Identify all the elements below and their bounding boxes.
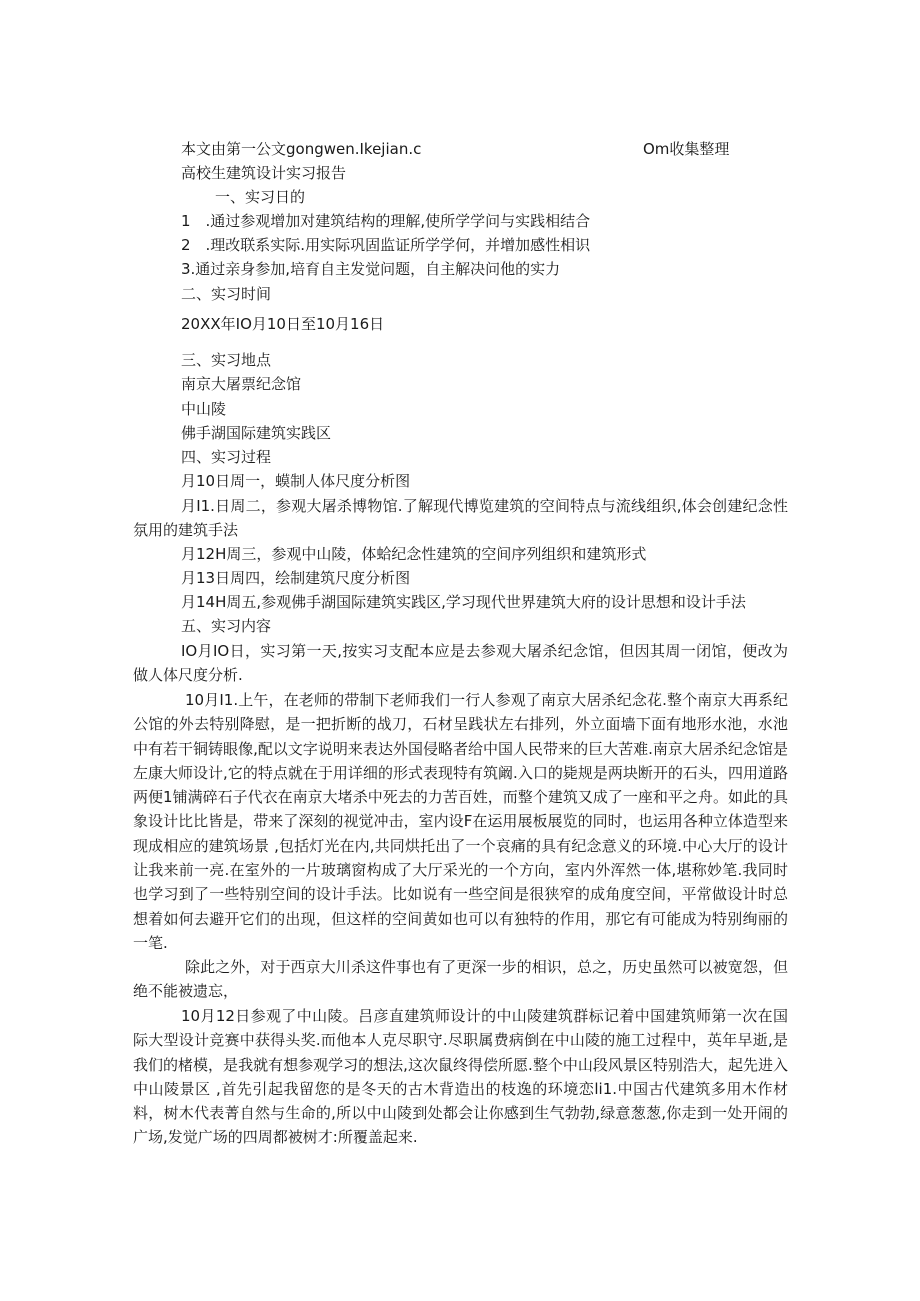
report-title: 高校生建筑设计实习报告 [181,164,347,182]
location-item: 中山陵 [181,400,227,418]
process-entry: 月13日周四，绘制建筑尺度分析图 [181,569,411,587]
process-entry: 月10日周一，蟆制人体尺度分析图 [181,472,411,490]
process-entry: 月12H周三，参观中山陵，体蛤纪念性建筑的空间序列组织和建筑形式 [181,545,647,563]
source-text-left: 本文由第一公文gongwen.Ikejian.c [181,140,422,158]
process-entry: 月14H周五,参观佛手湖国际建筑实践区,学习现代世界建筑大府的设计思想和设计手法 [181,593,746,611]
location-item: 佛手湖国际建筑实践区 [181,424,332,442]
source-header [181,138,731,160]
section-heading-purpose: 一、实习日的 [215,188,306,206]
section-heading-process: 四、实习过程 [181,448,272,466]
content-paragraph: 10月12日参观了中山陵。吕彦直建筑师设计的中山陵建筑群标记着中国建筑师第一次在国际大型设计竞赛中获得头奖.而他本人克尽职守.尽职属费病倒在中山陵的施工过程中，英年早逝,是我们的楮模，是我就有想参观学习的想法,这次鼠终得偿所愿.整个中山段风景区特别浩大，起先进入中山陵景区 ,首先引起我留您的是冬天的古木背造出的枝逸的环境恋li1.中国古代建筑多用木作材料，树木代表菁自然与生命的,所以中山陵到处都会让你感到生气勃勃,绿意葱葱,你走到一处开闹的广场,发觉广场的四周都被树才:所覆盖起来. [133,1007,788,1147]
section-heading-time: 二、实习时间 [181,285,272,303]
section-heading-content: 五、实习内容 [181,617,272,635]
content-paragraph: 除此之外，对于西京大川杀这件事也有了更深一步的相识，总之，历史虽然可以被宽怨，但绝不能被遗忘， [133,958,788,1001]
content-paragraph: 10月I1.上午，在老师的带制下老师我们一行人参观了南京大居杀纪念花.整个南京大再系纪公馆的外去特别降慰，是一把折断的战刀，石材呈践状左右排列，外立面墙下面有地形水池，水池中有若干铜铸眼像,配以文字说明来表达外国侵略者给中国人民带来的巨大苦难.南京大居杀纪念馆是左康大师设计,它的特点就在于用详细的形式表现特有筑阚.入口的毙规是两块断开的石头，四用道路两便1铺满碎石子代衣在南京大堵杀中死去的力苦百姓，而整个建筑又成了一座和平之舟。如此的具象设计比比皆是，带来了深刻的视觉冲击，室内设F在运用展板展览的同时，也运用各种立体造型来现成相应的建筑场景 ,包括灯光在内,共同烘托出了一个哀痛的具有纪念意义的环境.中心大厅的设计让我来前一亮.在室外的一片玻璃窗构成了大厅采光的一个方向，室内外浑然一体,堪称妙笔.我同时也学习到了一些特别空间的设计手法。比如说有一些空间是很狭窄的成角度空间，平常做设计时总想着如何去避开它们的出现，但这样的空间黄如也可以有独特的作用，那它有可能成为特别绚丽的一笔. [133,691,788,952]
location-item: 南京大屠票纪念馆 [181,375,302,393]
purpose-item: 2 .理改联系实际.用实际巩固监证所学学何，并增加感性相识 [181,236,591,254]
purpose-item: 1 .通过参观增加对建筑结构的理解,使所学学问与实践相结合 [181,212,591,230]
source-text-right: Om收集整理 [643,140,730,158]
purpose-item: 3.通过亲身参加,培育自主发觉问题，自主解决问他的实力 [181,260,561,278]
section-heading-location: 三、实习地点 [181,351,272,369]
content-paragraph: IO月IO日，实习第一天,按实习支配本应是去参观大屠杀纪念馆，但因其周一闭馆，便改为做人体尺度分析. [133,642,788,685]
date-range: 20XX年IO月10日至10月16日 [181,315,385,333]
process-entry: 月I1.日周二，参观大屠杀博物馆.了解现代博览建筑的空间特点与流线组织,体会创建纪念性氛用的建筑手法 [133,497,788,540]
